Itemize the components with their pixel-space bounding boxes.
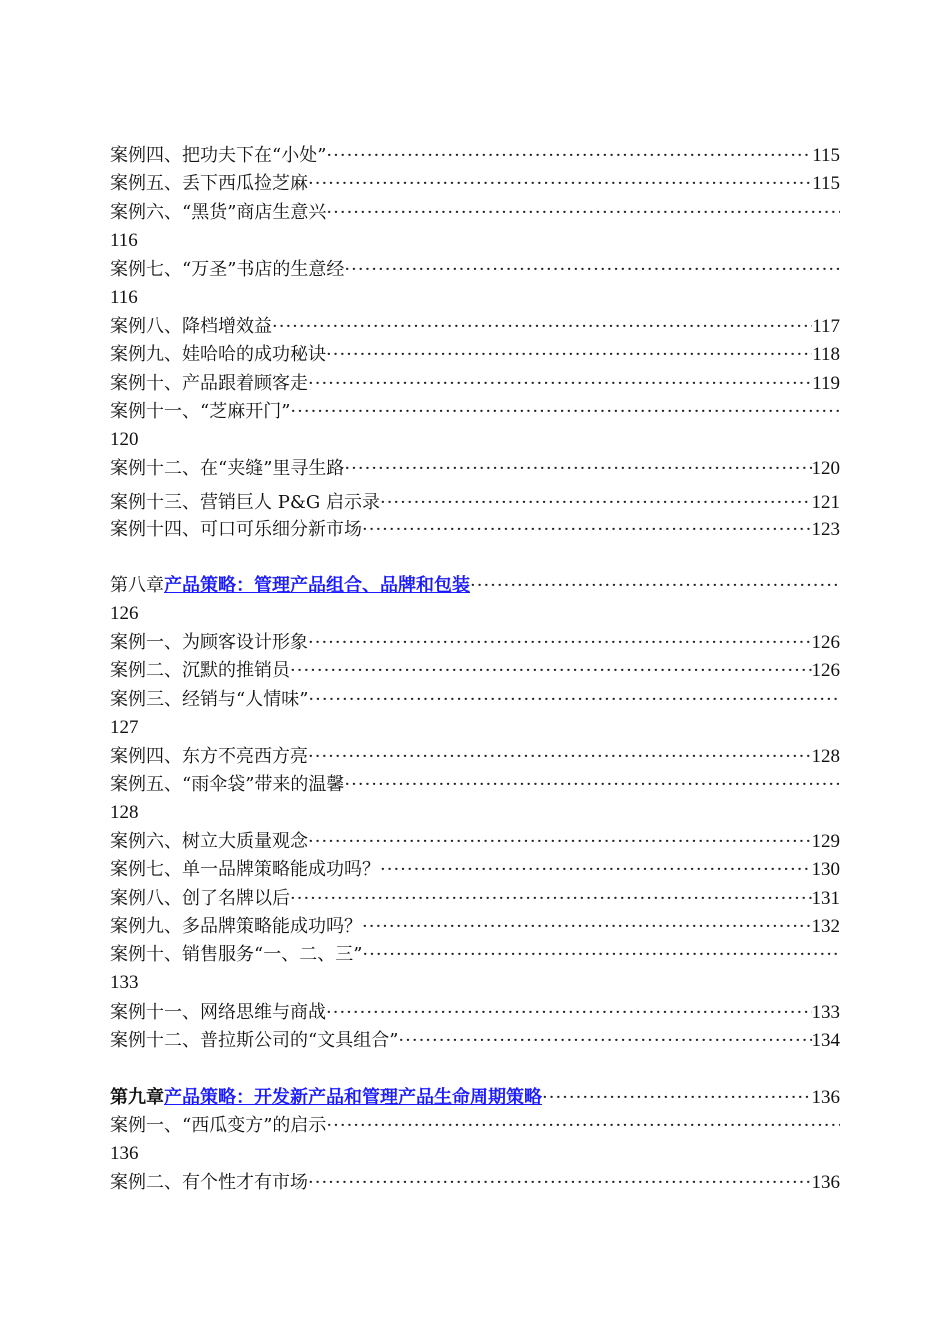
toc-entry-label: 案例一、为顾客设计形象 bbox=[110, 632, 308, 653]
dot-leader bbox=[344, 455, 811, 483]
toc-entry-label: 案例十三、营销巨人 P&G 启示录 bbox=[110, 492, 380, 513]
dot-leader bbox=[272, 313, 812, 341]
dot-leader bbox=[308, 828, 812, 856]
toc-page-number: 117 bbox=[812, 316, 840, 337]
dot-leader bbox=[362, 941, 840, 969]
toc-page-number: 126 bbox=[811, 632, 840, 653]
toc-entry-label: 案例七、单一品牌策略能成功吗？ bbox=[110, 859, 380, 880]
toc-entry-label: 案例十四、可口可乐细分新市场 bbox=[110, 519, 362, 540]
toc-entry[interactable] bbox=[110, 256, 840, 312]
dot-leader bbox=[326, 142, 812, 170]
toc-entry[interactable] bbox=[110, 341, 840, 369]
toc-page-number: 116 bbox=[110, 230, 138, 251]
chapter-title-link[interactable]: 产品策略：管理产品组合、品牌和包装 bbox=[164, 575, 470, 596]
toc-page-number: 136 bbox=[811, 1087, 840, 1108]
toc-entry-label: 案例四、东方不亮西方亮 bbox=[110, 746, 308, 767]
toc-page-number: 120 bbox=[811, 458, 840, 479]
toc-entry-label: 案例十、产品跟着顾客走 bbox=[110, 373, 308, 394]
toc-page-number: 132 bbox=[811, 916, 840, 937]
toc-entry[interactable] bbox=[110, 629, 840, 657]
toc-entry[interactable] bbox=[110, 489, 840, 517]
toc-entry[interactable] bbox=[110, 743, 840, 771]
toc-page-number: 129 bbox=[811, 831, 840, 852]
dot-leader bbox=[326, 1112, 840, 1140]
dot-leader bbox=[290, 885, 812, 913]
dot-leader bbox=[308, 743, 812, 771]
toc-entry-label: 案例五、丢下西瓜捡芝麻 bbox=[110, 173, 308, 194]
toc-entry-label: 案例八、降档增效益 bbox=[110, 316, 272, 337]
toc-entry-label: 案例八、创了名牌以后 bbox=[110, 888, 290, 909]
dot-leader bbox=[362, 516, 812, 544]
dot-leader bbox=[542, 1084, 812, 1112]
toc-entry[interactable] bbox=[110, 170, 840, 198]
toc-entry-label: 案例六、“黑货”商店生意兴 bbox=[110, 202, 327, 223]
toc-entry[interactable] bbox=[110, 657, 840, 685]
toc-page-number: 116 bbox=[110, 287, 138, 308]
toc-entry-label: 案例十二、在“夹缝”里寻生路 bbox=[110, 458, 345, 479]
toc-entry[interactable] bbox=[110, 313, 840, 341]
toc-entry[interactable] bbox=[110, 913, 840, 941]
dot-leader bbox=[308, 686, 840, 714]
toc-entry-label: 案例九、娃哈哈的成功秘诀 bbox=[110, 344, 326, 365]
toc-entry-label: 案例七、“万圣”书店的生意经 bbox=[110, 259, 345, 280]
toc-page-number: 133 bbox=[110, 972, 139, 993]
toc-page-number: 126 bbox=[110, 603, 139, 624]
dot-leader bbox=[290, 657, 812, 685]
toc-entry[interactable] bbox=[110, 370, 840, 398]
dot-leader bbox=[380, 856, 812, 884]
toc-entry[interactable] bbox=[110, 1112, 840, 1168]
toc-page-number: 126 bbox=[811, 660, 840, 681]
toc-page-number: 119 bbox=[812, 373, 840, 394]
dot-leader bbox=[290, 398, 840, 426]
dot-leader bbox=[362, 913, 812, 941]
toc-page-number: 128 bbox=[811, 746, 840, 767]
dot-leader bbox=[380, 489, 812, 517]
dot-leader bbox=[344, 256, 840, 284]
toc-page-number: 123 bbox=[811, 519, 840, 540]
toc-entry-label: 案例二、沉默的推销员 bbox=[110, 660, 290, 681]
toc-entry-label: 案例二、有个性才有市场 bbox=[110, 1172, 308, 1193]
toc-page-number: 133 bbox=[811, 1002, 840, 1023]
chapter-number: 第九章 bbox=[110, 1087, 164, 1108]
toc-entry-label: 案例十、销售服务“一、二、三” bbox=[110, 944, 363, 965]
toc-page-number: 136 bbox=[811, 1172, 840, 1193]
toc-entry[interactable] bbox=[110, 398, 840, 454]
dot-leader bbox=[308, 370, 812, 398]
toc-entry[interactable] bbox=[110, 941, 840, 997]
dot-leader bbox=[308, 629, 812, 657]
toc-entry-label: 案例一、“西瓜变方”的启示 bbox=[110, 1115, 327, 1136]
toc-page-number: 120 bbox=[110, 429, 139, 450]
dot-leader bbox=[326, 999, 812, 1027]
toc-page-number: 128 bbox=[110, 802, 139, 823]
toc-entry[interactable] bbox=[110, 199, 840, 255]
toc-page-number: 134 bbox=[811, 1030, 840, 1051]
toc-entry[interactable] bbox=[110, 1169, 840, 1197]
chapter-title-link[interactable]: 产品策略：开发新产品和管理产品生命周期策略 bbox=[164, 1087, 542, 1108]
dot-leader bbox=[326, 341, 812, 369]
toc-entry[interactable] bbox=[110, 771, 840, 827]
toc-entry[interactable] bbox=[110, 856, 840, 884]
toc-entry-label: 案例十二、普拉斯公司的“文具组合” bbox=[110, 1030, 399, 1051]
toc-entry[interactable] bbox=[110, 516, 840, 544]
toc-page-number: 127 bbox=[110, 717, 139, 738]
toc-entry-label: 案例五、“雨伞袋”带来的温馨 bbox=[110, 774, 345, 795]
dot-leader bbox=[308, 170, 812, 198]
dot-leader bbox=[308, 1169, 812, 1197]
toc-entry[interactable] bbox=[110, 885, 840, 913]
toc-entry[interactable] bbox=[110, 828, 840, 856]
dot-leader bbox=[470, 572, 840, 600]
toc-entry[interactable] bbox=[110, 142, 840, 170]
chapter-number: 第八章 bbox=[110, 575, 164, 596]
toc-entry-label: 案例十一、网络思维与商战 bbox=[110, 1002, 326, 1023]
toc-page-number: 115 bbox=[812, 145, 840, 166]
dot-leader bbox=[326, 199, 840, 227]
toc-entry-label: 案例四、把功夫下在“小处” bbox=[110, 145, 327, 166]
chapter-heading[interactable] bbox=[110, 572, 840, 628]
toc-entry[interactable] bbox=[110, 1027, 840, 1055]
toc-entry-label: 案例三、经销与“人情味” bbox=[110, 689, 309, 710]
toc-entry-label: 案例六、树立大质量观念 bbox=[110, 831, 308, 852]
toc-page-number: 121 bbox=[811, 492, 840, 513]
dot-leader bbox=[398, 1027, 811, 1055]
toc-page-number: 136 bbox=[110, 1143, 139, 1164]
toc-entry[interactable] bbox=[110, 455, 840, 483]
toc-entry[interactable] bbox=[110, 999, 840, 1027]
toc-entry[interactable] bbox=[110, 686, 840, 742]
toc-entry-label: 案例十一、“芝麻开门” bbox=[110, 401, 291, 422]
toc-entry-label: 案例九、多品牌策略能成功吗？ bbox=[110, 916, 362, 937]
toc-page-number: 131 bbox=[811, 888, 840, 909]
toc-page-number: 130 bbox=[811, 859, 840, 880]
toc-page-number: 118 bbox=[812, 344, 840, 365]
chapter-heading[interactable] bbox=[110, 1084, 840, 1112]
dot-leader bbox=[344, 771, 840, 799]
toc-page-number: 115 bbox=[812, 173, 840, 194]
